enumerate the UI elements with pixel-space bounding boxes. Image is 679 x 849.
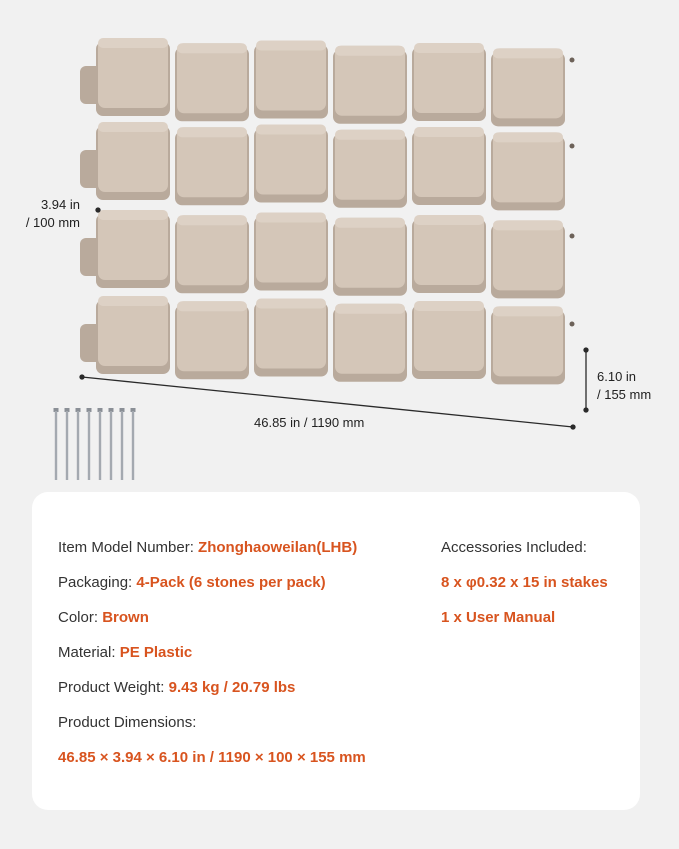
stone-block [98,122,168,192]
stone-block [414,127,484,197]
spec-card [32,492,640,810]
stone-block [256,41,326,111]
stone-top-highlight [98,38,168,48]
stone-top-highlight [177,127,247,137]
stone-block [177,127,247,197]
stone-top-highlight [177,215,247,225]
accessory-item: 1 x User Manual [441,609,556,626]
depth-dimension-inches: 6.10 in [597,369,637,384]
spec-dimensions-label: Product Dimensions: [58,714,197,731]
stone-top-highlight [493,48,563,58]
height-dimension-label [18,196,80,232]
stone-top-highlight [256,125,326,135]
stone-block [98,296,168,366]
stone-peg-hole [570,144,575,149]
stone-block [177,215,247,285]
stakes-group [54,408,136,480]
stone-top-highlight [256,213,326,223]
stone-peg-hole [570,322,575,327]
stone-block [414,301,484,371]
spec-dimensions-value-line [58,748,366,768]
stone-block [335,304,405,374]
spec-material [58,643,192,663]
stone-top-highlight [177,43,247,53]
spec-model-value: Zhonghaoweilan(LHB) [198,539,358,556]
spec-color-label: Color: [58,609,103,626]
stone-block [335,130,405,200]
stone-top-highlight [414,301,484,311]
stone-top-highlight [98,210,168,220]
stone-block [493,220,563,290]
stone-top-highlight [414,43,484,53]
stone-block [335,218,405,288]
stone-block [414,43,484,113]
stone-block [493,48,563,118]
stone-top-highlight [98,122,168,132]
stone-top-highlight [177,301,247,311]
stake [54,408,59,480]
spec-weight-value: 9.43 kg / 20.79 lbs [168,679,296,696]
stone-peg-hole [570,58,575,63]
stone-block [414,215,484,285]
stone-block [256,213,326,283]
stone-block [493,132,563,202]
stone-block [256,299,326,369]
spec-material-label: Material: [58,644,120,661]
height-dimension-mm: / 100 mm [25,215,80,230]
stake [120,408,125,480]
spec-weight [58,678,295,698]
stone-block [177,301,247,371]
stone-top-highlight [493,132,563,142]
stone-block [177,43,247,113]
stone-row [80,296,575,384]
stone-block [98,38,168,108]
spec-model [58,538,357,558]
stone-row [80,38,575,126]
length-dimension-label: 46.85 in / 1190 mm [254,415,365,430]
spec-packaging [58,573,326,593]
stone-block [256,125,326,195]
stone-top-highlight [335,130,405,140]
stake [131,408,136,480]
spec-color-value: Brown [102,609,149,626]
stake [65,408,70,480]
spec-dimensions [58,713,196,733]
stone-block [98,210,168,280]
spec-weight-label: Product Weight: [58,679,169,696]
stone-top-highlight [98,296,168,306]
stone-top-highlight [414,215,484,225]
stone-top-highlight [335,304,405,314]
stone-top-highlight [493,306,563,316]
stone-row [80,210,575,298]
accessories-label: Accessories Included: [441,539,587,556]
stone-top-highlight [493,220,563,230]
stone-peg-hole [570,234,575,239]
stake [109,408,114,480]
stone-top-highlight [335,218,405,228]
stake [76,408,81,480]
edging-stone-rows [80,38,575,384]
height-dimension-marker [96,208,100,212]
stone-top-highlight [256,299,326,309]
spec-model-label: Item Model Number: [58,539,199,556]
stone-top-highlight [256,41,326,51]
stake [98,408,103,480]
stone-block [493,306,563,376]
stone-row [80,122,575,210]
depth-dimension-label [597,368,677,404]
depth-dimension-mm: / 155 mm [597,387,652,402]
stone-top-highlight [335,46,405,56]
spec-color [58,608,149,628]
accessories-heading [441,538,587,558]
stone-top-highlight [414,127,484,137]
spec-material-value: PE Plastic [119,644,193,661]
spec-dimensions-value: 46.85 × 3.94 × 6.10 in / 1190 × 100 × 155 mm [58,749,366,766]
height-dimension-inches: 3.94 in [40,197,80,212]
accessory-item: 8 x φ0.32 x 15 in stakes [441,574,608,591]
stone-block [335,46,405,116]
spec-packaging-value: 4-Pack (6 stones per pack) [136,574,326,591]
spec-packaging-label: Packaging: [58,574,137,591]
stake [87,408,92,480]
